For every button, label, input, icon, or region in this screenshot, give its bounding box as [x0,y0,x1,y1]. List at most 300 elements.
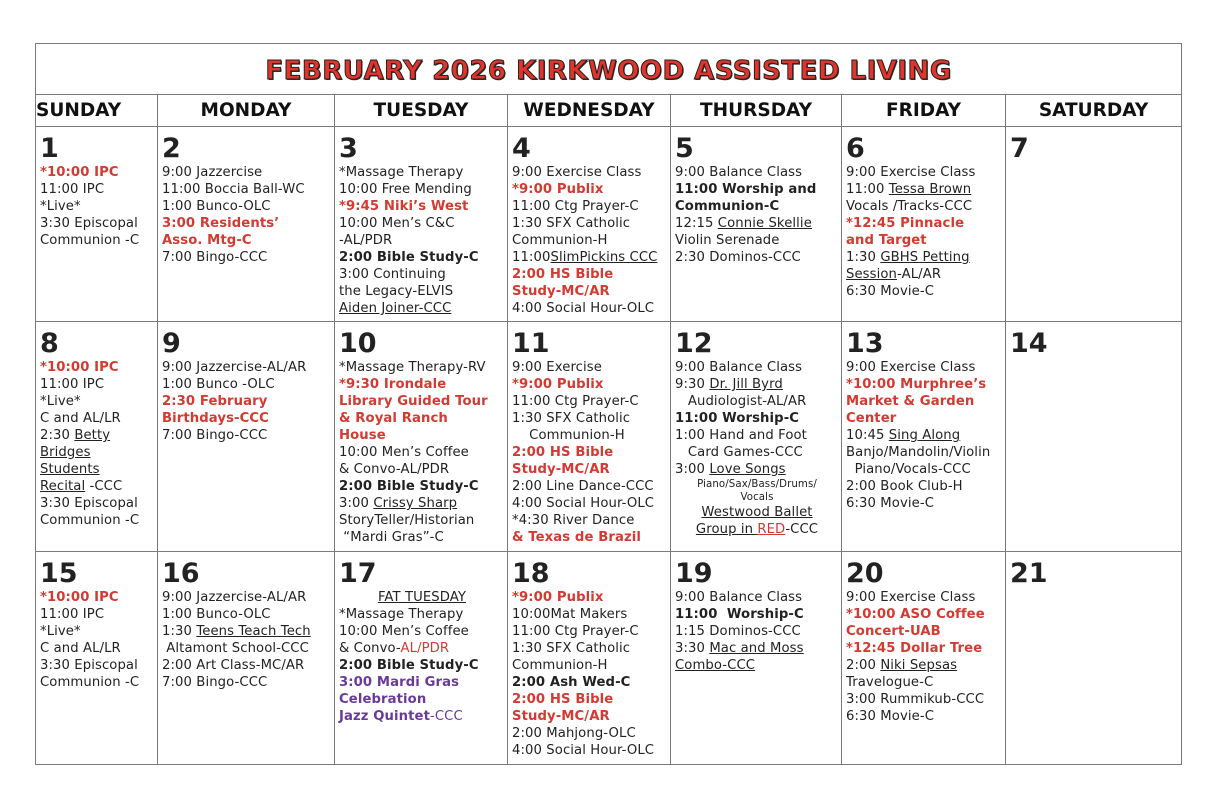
event-text: 1:30 [846,250,881,265]
event-text-tail: -CCC [785,522,819,537]
event-text: 6:30 Movie-C [846,284,935,299]
event-line [512,725,668,742]
event-line [846,198,1003,215]
event-line [846,674,1003,691]
event-text: 2:30 Dominos-CCC [675,250,801,265]
event-text: 9:00 Exercise Class [846,165,976,180]
event-text: 1:00 Hand and Foot [675,428,807,443]
event-text: 4:00 Social Hour-OLC [512,496,655,511]
event-line [512,708,668,725]
event-line [162,181,332,198]
event-line [512,359,668,376]
day-cell-18 [508,552,671,765]
event-line [162,410,332,427]
event-text: *12:45 Dollar Tree [846,641,983,656]
event-line [675,491,839,504]
event-text: 9:00 Jazzercise-AL/AR [162,360,307,375]
event-line [339,164,505,181]
day-number: 9 [162,328,181,359]
event-text: 11:00 IPC [40,377,105,392]
event-line [512,589,668,606]
event-line [339,623,505,640]
event-line [339,640,505,657]
event-line [846,283,1003,300]
event-text: 11:00 Ctg Prayer-C [512,199,639,214]
day-cell-19 [671,552,842,765]
event-line [846,708,1003,725]
event-text-tail: Mac and Moss [709,641,804,656]
event-text: 1:30 SFX Catholic [512,641,631,656]
event-text: C and AL/LR [40,641,121,656]
event-line [339,708,505,725]
event-line [846,444,1003,461]
event-line [40,495,155,512]
event-text: 3:00 Rummikub-CCC [846,692,985,707]
day-cell-16 [158,552,335,765]
event-line [339,300,505,317]
event-line [512,376,668,393]
week-row [36,552,1182,765]
event-line [846,376,1003,393]
event-text: 11:00 Boccia Ball-WC [162,182,305,197]
event-line [675,521,839,538]
event-line [512,529,668,546]
day-cell-11 [508,322,671,552]
event-line [846,691,1003,708]
event-text: Travelogue-C [846,675,934,690]
day-cell-10 [335,322,508,552]
event-line [512,478,668,495]
event-text: 10:00 Free Mending [339,182,472,197]
event-text: 9:00 Exercise [512,360,602,375]
event-text: 11:00 [846,182,889,197]
event-text: Westwood Ballet [701,505,813,520]
event-text: *9:45 Niki’s West [339,199,469,214]
event-text-tail: Sing Along [888,428,961,443]
event-line [162,640,332,657]
event-text: StoryTeller/Historian [339,513,475,528]
event-line [339,427,505,444]
event-text: 3:00 Residents’ [162,216,280,231]
event-text: *12:45 Pinnacle [846,216,965,231]
event-line [675,359,839,376]
event-text: 1:30 SFX Catholic [512,411,631,426]
event-text: 9:00 Jazzercise-AL/AR [162,590,307,605]
event-text: *10:00 Murphree’s [846,377,987,392]
event-line [40,164,155,181]
event-text: Birthdays-CCC [162,411,269,426]
event-line [846,589,1003,606]
event-text-tail: RED [757,522,786,537]
event-line [512,444,668,461]
event-text: Recital [40,479,86,494]
event-text: 10:00 Men’s Coffee [339,624,469,639]
event-text-tail: Crissy Sharp [373,496,458,511]
event-line [846,249,1003,266]
event-text-tail: -MC/AR [555,462,610,477]
weekday-header-friday: FRIDAY [842,95,1006,127]
event-text-tail: Dr. Jill Byrd [709,377,783,392]
event-line [339,359,505,376]
event-line [512,164,668,181]
event-line [846,495,1003,512]
event-text: 3:00 [339,496,374,511]
event-line [339,589,505,606]
weekday-header-tuesday: TUESDAY [335,95,508,127]
event-line [512,623,668,640]
day-cell-17 [335,552,508,765]
day-number: 18 [512,558,550,589]
event-line [162,427,332,444]
event-line [339,495,505,512]
event-text: Communion-H [512,233,608,248]
day-number: 2 [162,133,181,164]
event-line [675,198,839,215]
event-line [40,512,155,529]
event-text: and Target [846,233,927,248]
event-text: 1:00 Bunco -OLC [162,377,275,392]
event-text: *9:00 Publix [512,590,604,605]
event-line [512,215,668,232]
event-line [339,674,505,691]
event-text: 2:00 Bible Study-C [339,250,479,265]
event-line [40,444,155,461]
weekday-header-thursday: THURSDAY [671,95,842,127]
event-line [512,674,668,691]
weekday-header-row [36,95,1182,127]
day-number: 8 [40,328,59,359]
event-text: *4:30 River Dance [512,513,635,528]
event-text: C and AL/LR [40,411,121,426]
event-text: 2:00 Ash Wed-C [512,675,631,690]
event-line [512,393,668,410]
event-text: Communion -C [40,233,140,248]
event-text: “Mardi Gras”-C [339,530,444,545]
event-text: & Texas de Brazil [512,530,641,545]
day-cell-1 [36,127,158,322]
event-text-tail: Connie Skellie [717,216,812,231]
event-text: & Convo- [339,641,401,656]
event-line [846,215,1003,232]
event-line [675,376,839,393]
event-line [339,393,505,410]
event-text: & Royal Ranch [339,411,448,426]
event-text: *Live* [40,199,81,214]
event-text: *Massage Therapy-RV [339,360,486,375]
event-text: Communion -C [40,513,140,528]
event-line [339,657,505,674]
event-text: *Massage Therapy [339,165,464,180]
event-line [675,606,839,623]
event-line [675,640,839,657]
event-line [846,266,1003,283]
event-line [40,393,155,410]
day-cell-7 [1006,127,1182,322]
event-text: *10:00 IPC [40,165,119,180]
event-line [40,606,155,623]
event-text: 9:00 Exercise Class [846,360,976,375]
event-line [339,512,505,529]
event-line [162,359,332,376]
event-line [40,215,155,232]
event-line [675,393,839,410]
event-text: 9:00 Balance Class [675,360,803,375]
event-text: 1:00 Bunco-OLC [162,199,271,214]
event-line [162,215,332,232]
day-number: 17 [339,558,377,589]
event-line [846,478,1003,495]
event-text: Piano/Vocals-CCC [846,462,971,477]
weekday-header-sunday: SUNDAY [36,95,158,127]
event-line [339,181,505,198]
event-line [846,164,1003,181]
day-number: 21 [1010,558,1048,589]
event-line [40,410,155,427]
event-text-tail: Betty [74,428,111,443]
event-text: Altamont School-CCC [162,641,309,656]
event-line [512,181,668,198]
day-cell-3 [335,127,508,322]
event-text-tail: Niki Sepsas [880,658,958,673]
event-text: 11:00 IPC [40,182,105,197]
event-line [40,674,155,691]
day-cell-15 [36,552,158,765]
event-text: *Live* [40,624,81,639]
event-text-tail: -C [236,233,252,248]
event-line [675,164,839,181]
event-text: 2:00 Bible Study-C [339,479,479,494]
event-line [339,410,505,427]
weekday-header-wednesday: WEDNESDAY [508,95,671,127]
event-line [846,393,1003,410]
event-text: Banjo/Mandolin/Violin [846,445,991,460]
event-line [162,674,332,691]
event-text: Bridges [40,445,91,460]
event-line [512,606,668,623]
event-line [846,181,1003,198]
event-text: 7:00 Bingo-CCC [162,428,268,443]
event-line [512,495,668,512]
event-line [512,300,668,317]
event-line [40,376,155,393]
event-text: 7:00 Bingo-CCC [162,250,268,265]
day-number: 11 [512,328,550,359]
day-cell-9 [158,322,335,552]
day-number: 14 [1010,328,1048,359]
event-text-tail: Love Songs [709,462,786,477]
event-line [339,529,505,546]
event-text-tail: SlimPickins CCC [550,250,658,265]
event-text-tail: GBHS Petting [880,250,970,265]
event-line [339,266,505,283]
event-text: *Live* [40,394,81,409]
event-line [512,512,668,529]
event-text: Piano/Sax/Bass/Drums/ [697,479,817,490]
event-line [40,461,155,478]
event-text: *10:00 IPC [40,590,119,605]
day-cell-13 [842,322,1006,552]
event-line [675,444,839,461]
event-line [162,606,332,623]
event-line [512,266,668,283]
event-line [512,640,668,657]
event-text-tail: Teens Teach Tech [196,624,311,639]
event-line [339,232,505,249]
day-cell-21 [1006,552,1182,765]
day-number: 3 [339,133,358,164]
event-line [162,198,332,215]
event-line [846,623,1003,640]
event-line [512,283,668,300]
event-text: 1:15 Dominos-CCC [675,624,801,639]
event-text: 3:30 [675,641,710,656]
event-text: *Massage Therapy [339,607,464,622]
event-text: 2:00 Mahjong-OLC [512,726,636,741]
event-text: 6:30 Movie-C [846,709,935,724]
event-line [339,691,505,708]
event-text: 10:00 Men’s Coffee [339,445,469,460]
day-number: 16 [162,558,200,589]
event-line [675,504,839,521]
event-text: Audiologist-AL/AR [675,394,807,409]
event-line [40,232,155,249]
event-line [512,410,668,427]
event-text: 2:00 Art Class-MC/AR [162,658,305,673]
day-cell-12 [671,322,842,552]
event-text: Jazz Quintet [339,709,431,724]
event-text-tail: -CCC [85,479,123,494]
event-text: 3:00 [675,462,710,477]
event-text: 2:30 February [162,394,268,409]
event-line [40,623,155,640]
event-text: Violin Serenade [675,233,780,248]
event-text-tail: Tessa Brown [888,182,972,197]
event-text: 11:00 Worship-C [675,607,804,622]
day-cell-2 [158,127,335,322]
event-line [675,215,839,232]
event-line [40,359,155,376]
day-number: 10 [339,328,377,359]
event-line [339,444,505,461]
event-text: 2:00 HS Bible [512,267,614,282]
event-line [675,461,839,478]
event-line [339,376,505,393]
event-text: FAT TUESDAY [377,590,467,605]
event-text: the Legacy-ELVIS [339,284,454,299]
event-text: Center [846,411,897,426]
event-line [846,427,1003,444]
event-line [512,742,668,759]
event-line [675,410,839,427]
event-text: Concert-UAB [846,624,941,639]
event-text: 2:00 HS Bible [512,692,614,707]
event-text-tail: AL/PDR [400,641,450,656]
event-text: 4:00 Social Hour-OLC [512,301,655,316]
event-text: 3:00 Continuing [339,267,446,282]
event-line [675,232,839,249]
event-line [339,461,505,478]
event-text: Library Guided Tour [339,394,488,409]
event-text: 11:00 Worship-C [675,411,800,426]
event-text: 7:00 Bingo-CCC [162,675,268,690]
event-text: 9:30 [675,377,710,392]
event-text-tail: -CCC [430,709,463,724]
day-number: 13 [846,328,884,359]
event-text: 11:00 Ctg Prayer-C [512,394,639,409]
event-text: 3:00 Mardi Gras [339,675,460,690]
event-text: 3:30 Episcopal [40,216,138,231]
calendar-title: FEBRUARY 2026 KIRKWOOD ASSISTED LIVING [265,55,952,86]
event-text: 1:00 Bunco-OLC [162,607,271,622]
event-line [512,232,668,249]
event-text: 11:00 Ctg Prayer-C [512,624,639,639]
event-line [846,232,1003,249]
event-line [162,376,332,393]
event-text: 9:00 Balance Class [675,590,803,605]
event-text: & Convo-AL/PDR [339,462,450,477]
event-line [512,691,668,708]
event-line [675,181,839,198]
day-cell-14 [1006,322,1182,552]
event-text: 11:00 Worship and [675,182,817,197]
event-line [512,198,668,215]
event-line [40,181,155,198]
event-line [40,198,155,215]
event-line [40,427,155,444]
event-text: *9:30 Irondale [339,377,447,392]
title-cell [36,44,1182,95]
day-number: 5 [675,133,694,164]
event-line [339,249,505,266]
event-text: 2:00 Line Dance-CCC [512,479,654,494]
day-cell-8 [36,322,158,552]
event-line [162,164,332,181]
event-text: 2:00 Bible Study-C [339,658,479,673]
event-line [339,215,505,232]
event-text: House [339,428,386,443]
event-text: *10:00 ASO Coffee [846,607,985,622]
day-number: 15 [40,558,78,589]
event-line [162,589,332,606]
event-text: 2:00 [846,658,881,673]
event-line [846,410,1003,427]
event-line [675,427,839,444]
event-text: 1:30 [162,624,197,639]
event-text: 9:00 Balance Class [675,165,803,180]
event-line [339,283,505,300]
event-line [162,657,332,674]
event-text: 10:00Mat Makers [512,607,628,622]
event-text: 3:30 Episcopal [40,496,138,511]
event-text: Communion-H [512,428,625,443]
event-text: 11:00 IPC [40,607,105,622]
event-line [846,606,1003,623]
event-text: Combo-CCC [675,658,756,673]
event-line [40,478,155,495]
event-text: Aiden Joiner-CCC [339,301,452,316]
event-line [675,589,839,606]
event-text: Asso. Mtg [162,233,237,248]
event-text: 9:00 Exercise Class [846,590,976,605]
event-line [339,198,505,215]
event-line [846,640,1003,657]
event-text: 11:00 [512,250,551,265]
day-cell-4 [508,127,671,322]
day-cell-20 [842,552,1006,765]
event-text: 2:30 [40,428,75,443]
event-line [512,461,668,478]
event-text: 6:30 Movie-C [846,496,935,511]
